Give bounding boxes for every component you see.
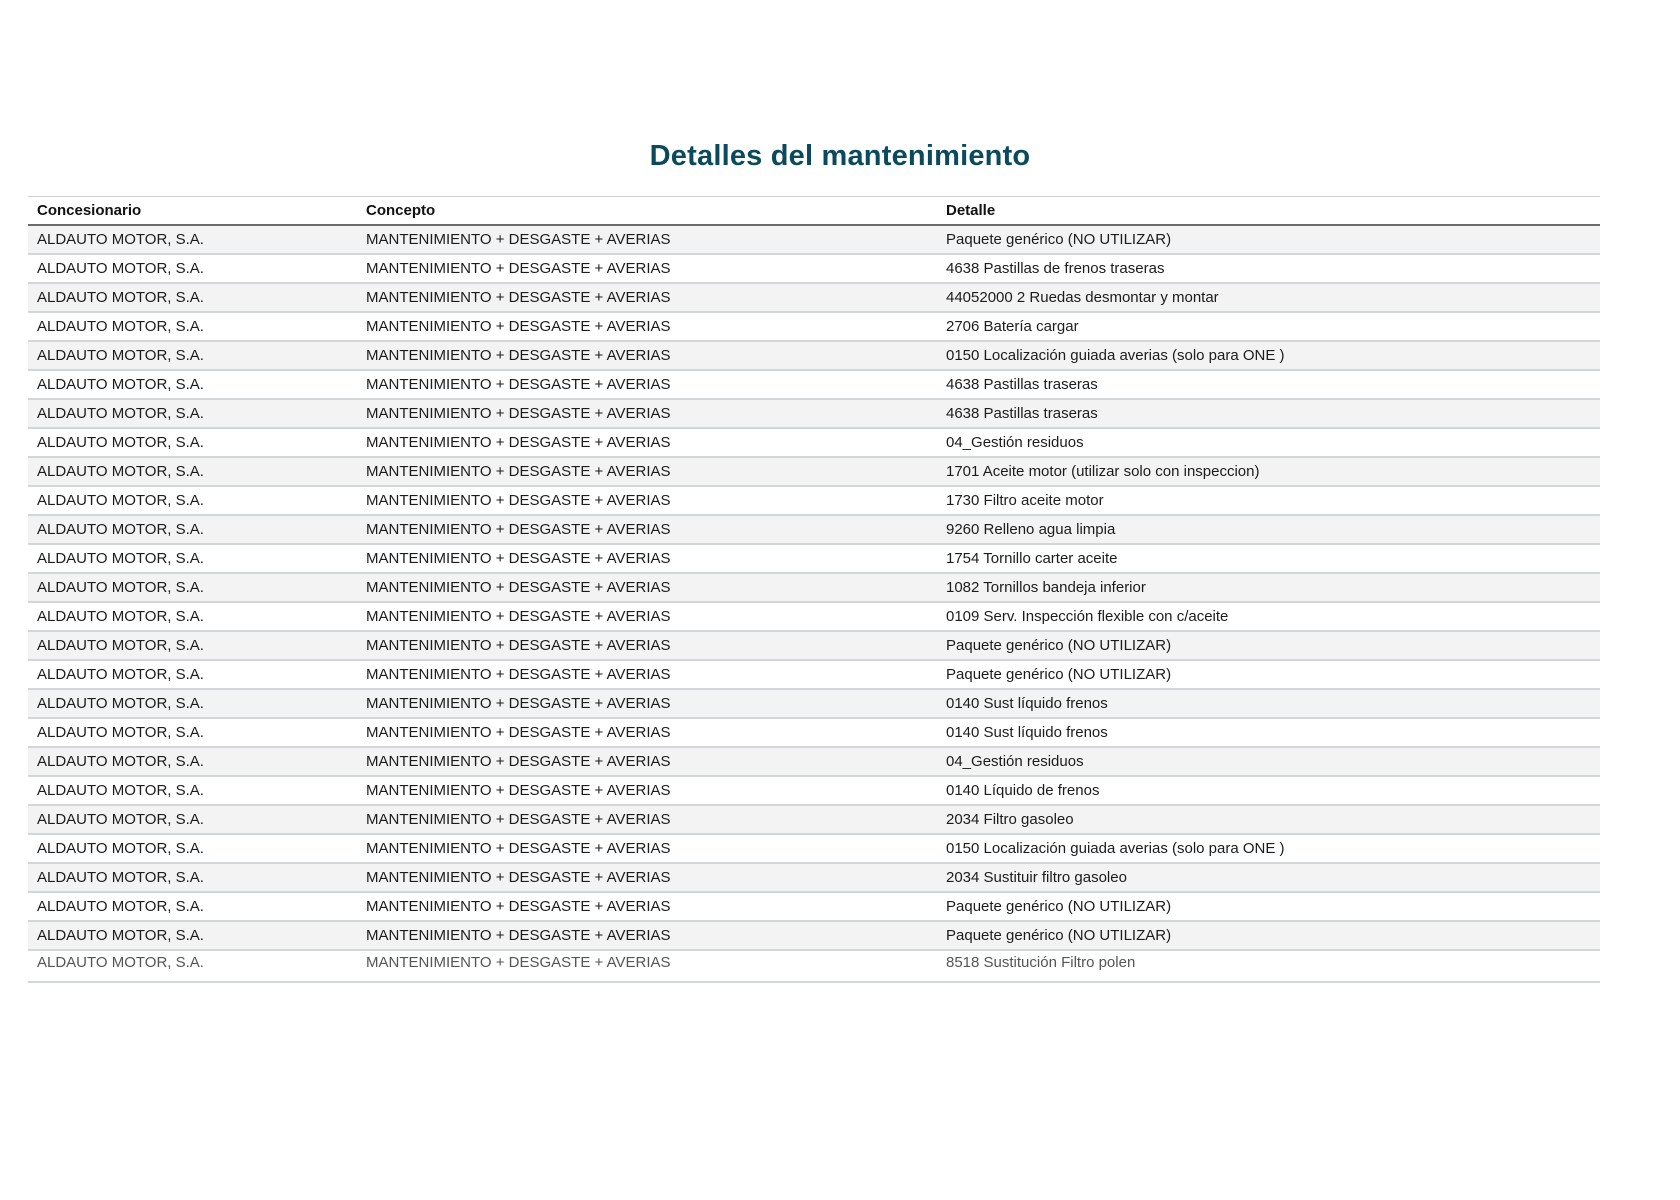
cell-concesionario: ALDAUTO MOTOR, S.A. (28, 805, 357, 834)
column-header-detalle[interactable]: Detalle (937, 197, 1600, 226)
cell-concesionario: ALDAUTO MOTOR, S.A. (28, 370, 357, 399)
table-body (28, 225, 1600, 982)
cell-concepto: MANTENIMIENTO + DESGASTE + AVERIAS (357, 747, 937, 776)
cell-concepto: MANTENIMIENTO + DESGASTE + AVERIAS (357, 225, 937, 254)
table-row[interactable] (28, 747, 1600, 776)
cell-detalle: 2034 Sustituir filtro gasoleo (937, 863, 1600, 892)
cell-concesionario: ALDAUTO MOTOR, S.A. (28, 283, 357, 312)
table-row[interactable] (28, 486, 1600, 515)
cell-concepto: MANTENIMIENTO + DESGASTE + AVERIAS (357, 399, 937, 428)
cell-detalle: 04_Gestión residuos (937, 428, 1600, 457)
cell-detalle: 4638 Pastillas de frenos traseras (937, 254, 1600, 283)
cell-concesionario: ALDAUTO MOTOR, S.A. (28, 834, 357, 863)
cell-detalle: 4638 Pastillas traseras (937, 399, 1600, 428)
table-row[interactable] (28, 776, 1600, 805)
header-row (28, 197, 1600, 226)
column-header-concepto[interactable]: Concepto (357, 197, 937, 226)
table-row[interactable] (28, 631, 1600, 660)
cell-concesionario: ALDAUTO MOTOR, S.A. (28, 747, 357, 776)
table-row[interactable] (28, 660, 1600, 689)
table-row[interactable] (28, 689, 1600, 718)
cell-detalle: 8518 Sustitución Filtro polen (937, 950, 1600, 982)
cell-concepto: MANTENIMIENTO + DESGASTE + AVERIAS (357, 254, 937, 283)
table-row[interactable] (28, 457, 1600, 486)
table-row[interactable] (28, 399, 1600, 428)
table-row[interactable] (28, 921, 1600, 950)
cell-concesionario: ALDAUTO MOTOR, S.A. (28, 573, 357, 602)
table-row[interactable] (28, 805, 1600, 834)
cell-concesionario: ALDAUTO MOTOR, S.A. (28, 486, 357, 515)
maintenance-table (28, 196, 1600, 983)
cell-concepto: MANTENIMIENTO + DESGASTE + AVERIAS (357, 950, 937, 982)
cell-detalle: 4638 Pastillas traseras (937, 370, 1600, 399)
cell-concepto: MANTENIMIENTO + DESGASTE + AVERIAS (357, 689, 937, 718)
cell-concesionario: ALDAUTO MOTOR, S.A. (28, 457, 357, 486)
cell-detalle: 2034 Filtro gasoleo (937, 805, 1600, 834)
cell-detalle: 2706 Batería cargar (937, 312, 1600, 341)
table-row[interactable] (28, 254, 1600, 283)
cell-concesionario: ALDAUTO MOTOR, S.A. (28, 515, 357, 544)
cell-detalle: 0140 Sust líquido frenos (937, 689, 1600, 718)
cell-concepto: MANTENIMIENTO + DESGASTE + AVERIAS (357, 602, 937, 631)
cell-detalle: 0140 Sust líquido frenos (937, 718, 1600, 747)
cell-detalle: 0150 Localización guiada averias (solo para ONE ) (937, 341, 1600, 370)
table-header (28, 197, 1600, 226)
cell-detalle: Paquete genérico (NO UTILIZAR) (937, 631, 1600, 660)
page-title: Detalles del mantenimiento (649, 140, 1031, 172)
cell-detalle: 04_Gestión residuos (937, 747, 1600, 776)
cell-detalle: 1701 Aceite motor (utilizar solo con inspeccion) (937, 457, 1600, 486)
cell-concepto: MANTENIMIENTO + DESGASTE + AVERIAS (357, 515, 937, 544)
cell-concesionario: ALDAUTO MOTOR, S.A. (28, 254, 357, 283)
cell-concepto: MANTENIMIENTO + DESGASTE + AVERIAS (357, 834, 937, 863)
cell-concepto: MANTENIMIENTO + DESGASTE + AVERIAS (357, 370, 937, 399)
cell-concesionario: ALDAUTO MOTOR, S.A. (28, 602, 357, 631)
cell-detalle: 1082 Tornillos bandeja inferior (937, 573, 1600, 602)
table-row[interactable] (28, 863, 1600, 892)
cell-detalle: 1754 Tornillo carter aceite (937, 544, 1600, 573)
cell-concepto: MANTENIMIENTO + DESGASTE + AVERIAS (357, 573, 937, 602)
cell-concepto: MANTENIMIENTO + DESGASTE + AVERIAS (357, 631, 937, 660)
cell-concesionario: ALDAUTO MOTOR, S.A. (28, 863, 357, 892)
cell-detalle: 0150 Localización guiada averias (solo para ONE ) (937, 834, 1600, 863)
cell-detalle: 44052000 2 Ruedas desmontar y montar (937, 283, 1600, 312)
cell-detalle: 1730 Filtro aceite motor (937, 486, 1600, 515)
cell-concepto: MANTENIMIENTO + DESGASTE + AVERIAS (357, 921, 937, 950)
maintenance-table-container (28, 196, 1600, 971)
cell-concesionario: ALDAUTO MOTOR, S.A. (28, 341, 357, 370)
table-row[interactable] (28, 834, 1600, 863)
cell-concepto: MANTENIMIENTO + DESGASTE + AVERIAS (357, 718, 937, 747)
table-row[interactable] (28, 573, 1600, 602)
table-row[interactable] (28, 515, 1600, 544)
cell-concepto: MANTENIMIENTO + DESGASTE + AVERIAS (357, 457, 937, 486)
cell-detalle: 0140 Líquido de frenos (937, 776, 1600, 805)
table-row[interactable] (28, 602, 1600, 631)
cell-concepto: MANTENIMIENTO + DESGASTE + AVERIAS (357, 486, 937, 515)
cell-concepto: MANTENIMIENTO + DESGASTE + AVERIAS (357, 428, 937, 457)
cell-concesionario: ALDAUTO MOTOR, S.A. (28, 225, 357, 254)
table-row[interactable] (28, 283, 1600, 312)
cell-concepto: MANTENIMIENTO + DESGASTE + AVERIAS (357, 863, 937, 892)
cell-concepto: MANTENIMIENTO + DESGASTE + AVERIAS (357, 660, 937, 689)
cell-detalle: 9260 Relleno agua limpia (937, 515, 1600, 544)
cell-concepto: MANTENIMIENTO + DESGASTE + AVERIAS (357, 776, 937, 805)
cell-concepto: MANTENIMIENTO + DESGASTE + AVERIAS (357, 283, 937, 312)
cell-concepto: MANTENIMIENTO + DESGASTE + AVERIAS (357, 341, 937, 370)
cell-detalle: 0109 Serv. Inspección flexible con c/aceite (937, 602, 1600, 631)
cell-concesionario: ALDAUTO MOTOR, S.A. (28, 776, 357, 805)
table-row[interactable] (28, 312, 1600, 341)
cell-concesionario: ALDAUTO MOTOR, S.A. (28, 892, 357, 921)
table-row[interactable] (28, 370, 1600, 399)
cell-concepto: MANTENIMIENTO + DESGASTE + AVERIAS (357, 892, 937, 921)
table-row[interactable] (28, 718, 1600, 747)
table-row[interactable] (28, 428, 1600, 457)
cell-concesionario: ALDAUTO MOTOR, S.A. (28, 950, 357, 982)
cell-concesionario: ALDAUTO MOTOR, S.A. (28, 544, 357, 573)
cell-concesionario: ALDAUTO MOTOR, S.A. (28, 312, 357, 341)
cell-concesionario: ALDAUTO MOTOR, S.A. (28, 660, 357, 689)
cell-detalle: Paquete genérico (NO UTILIZAR) (937, 921, 1600, 950)
cell-detalle: Paquete genérico (NO UTILIZAR) (937, 225, 1600, 254)
table-row[interactable] (28, 950, 1600, 982)
column-header-concesionario[interactable]: Concesionario (28, 197, 357, 226)
cell-concepto: MANTENIMIENTO + DESGASTE + AVERIAS (357, 544, 937, 573)
cell-concesionario: ALDAUTO MOTOR, S.A. (28, 631, 357, 660)
table-row[interactable] (28, 892, 1600, 921)
cell-concesionario: ALDAUTO MOTOR, S.A. (28, 689, 357, 718)
cell-detalle: Paquete genérico (NO UTILIZAR) (937, 660, 1600, 689)
table-row[interactable] (28, 225, 1600, 254)
table-row[interactable] (28, 544, 1600, 573)
cell-detalle: Paquete genérico (NO UTILIZAR) (937, 892, 1600, 921)
cell-concesionario: ALDAUTO MOTOR, S.A. (28, 399, 357, 428)
cell-concesionario: ALDAUTO MOTOR, S.A. (28, 921, 357, 950)
cell-concesionario: ALDAUTO MOTOR, S.A. (28, 718, 357, 747)
cell-concepto: MANTENIMIENTO + DESGASTE + AVERIAS (357, 805, 937, 834)
table-row[interactable] (28, 341, 1600, 370)
cell-concesionario: ALDAUTO MOTOR, S.A. (28, 428, 357, 457)
cell-concepto: MANTENIMIENTO + DESGASTE + AVERIAS (357, 312, 937, 341)
